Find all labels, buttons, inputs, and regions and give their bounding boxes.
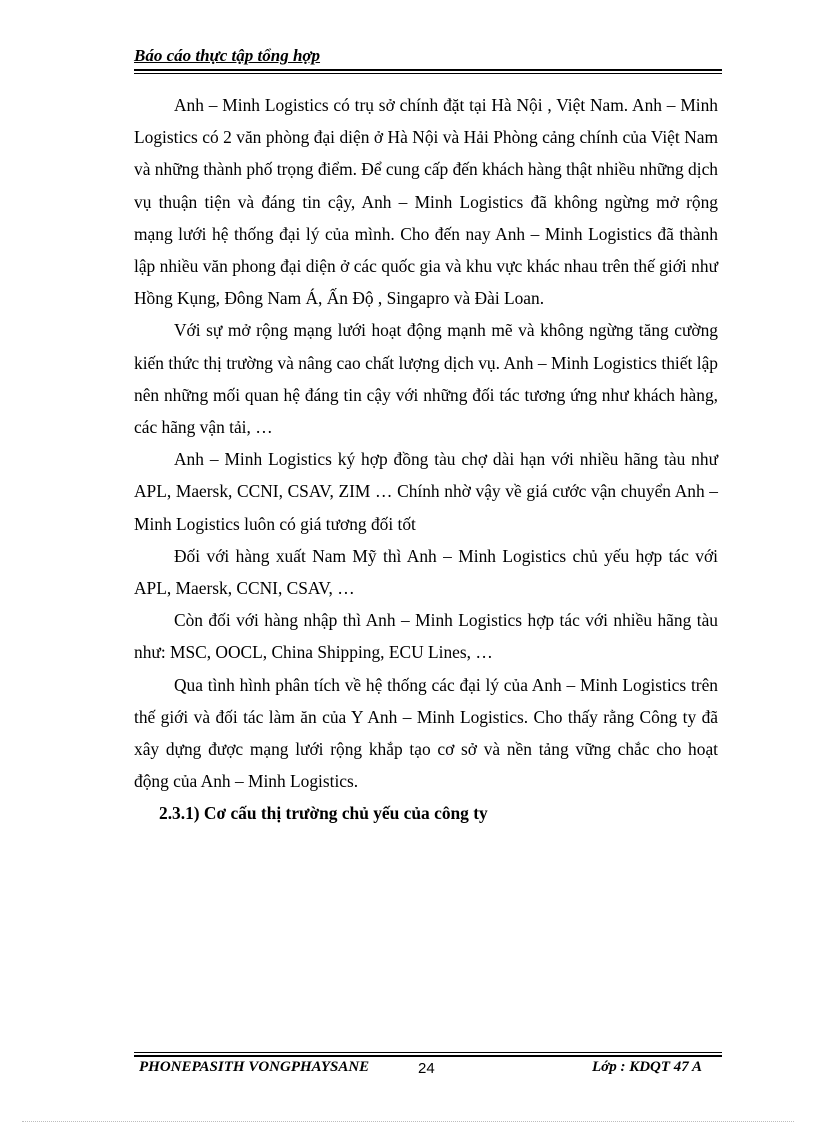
paragraph-5: Còn đối với hàng nhập thì Anh – Minh Logistics hợp tác với nhiều hãng tàu như: MSC, OOCL, China Shipping, ECU Lines, … bbox=[134, 610, 718, 663]
page-edge-divider bbox=[22, 1121, 794, 1122]
footer-author: PHONEPASITH VONGPHAYSANE bbox=[139, 1059, 370, 1075]
header-rule-thin bbox=[134, 73, 722, 74]
page-number: 24 bbox=[418, 1060, 435, 1077]
header-title: Báo cáo thực tập tổng hợp bbox=[134, 46, 321, 65]
footer-rule-thin bbox=[134, 1052, 722, 1053]
section-heading: 2.3.1) Cơ cấu thị trường chủ yếu của công ty bbox=[159, 803, 488, 824]
body-text bbox=[134, 89, 718, 830]
paragraph-1: Anh – Minh Logistics có trụ sở chính đặt tại Hà Nội , Việt Nam. Anh – Minh Logistics có 2 văn phòng đại diện ở Hà Nội và Hải Phòng cảng chính của Việt Nam và những thành phố trọng điểm. Để cung cấp đến khách hàng thật nhiều những dịch vụ thuận tiện và đáng tin cậy, Anh – Minh Logistics đã không ngừng mở rộng mạng lưới hệ thống đại lý của mình. Cho đến nay Anh – Minh Logistics đã thành lập nhiều văn phong đại diện ở các quốc gia và khu vực khác nhau trên thế giới như Hồng Kụng, Đông Nam Á, Ấn Độ , Singapro và Đài Loan. bbox=[134, 95, 718, 309]
paragraph-3: Anh – Minh Logistics ký hợp đồng tàu chợ dài hạn với nhiều hãng tàu như APL, Maersk, CCNI, CSAV, ZIM … Chính nhờ vậy về giá cước vận chuyển Anh – Minh Logistics luôn có giá tương đối tốt bbox=[134, 449, 718, 534]
paragraph-6: Qua tình hình phân tích về hệ thống các đại lý của Anh – Minh Logistics trên thế giới và đối tác làm ăn của Y Anh – Minh Logistics. Cho thấy rằng Công ty đã xây dựng được mạng lưới rộng khắp tạo cơ sở và nền tảng vững chắc cho hoạt động của Anh – Minh Logistics. bbox=[134, 674, 718, 792]
footer-class-label: Lớp : KDQT 47 A bbox=[592, 1059, 702, 1075]
paragraph-2: Với sự mở rộng mạng lưới hoạt động mạnh mẽ và không ngừng tăng cường kiến thức thị trường và nâng cao chất lượng dịch vụ. Anh – Minh Logistics thiết lập nên những mối quan hệ đáng tin cậy với những đối tác tương ứng như khách hàng, các hãng vận tải, … bbox=[134, 320, 718, 438]
footer-rule-thick bbox=[134, 1055, 722, 1057]
header-rule-thick bbox=[134, 69, 722, 71]
paragraph-4: Đối với hàng xuất Nam Mỹ thì Anh – Minh Logistics chủ yếu hợp tác với APL, Maersk, CCNI, CSAV, … bbox=[134, 545, 718, 599]
